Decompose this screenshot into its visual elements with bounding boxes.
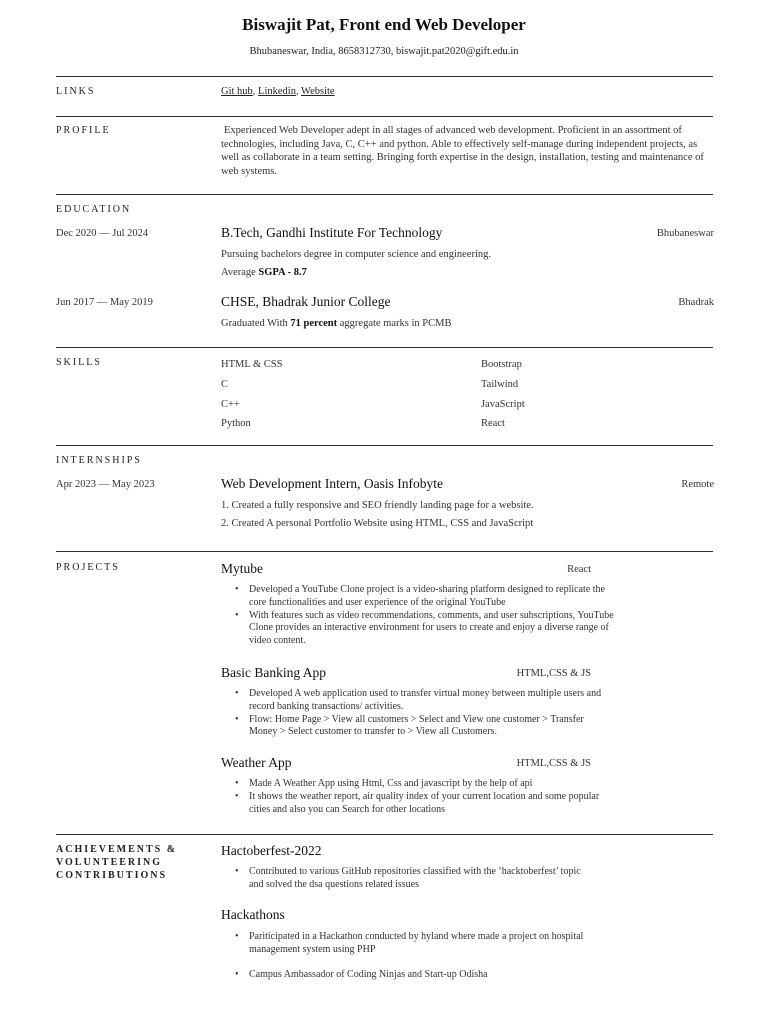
education-dates: Jun 2017 — May 2019 [56,297,153,308]
education-dates: Dec 2020 — Jul 2024 [56,228,149,239]
divider [56,194,713,195]
website-link[interactable]: Website [301,86,335,97]
bullet-item: • Campus Ambassador of Coding Ninjas and Start-up Odisha [249,969,614,982]
skills-left-column [221,355,282,434]
project-tech: HTML,CSS & JS [516,668,591,679]
section-label-achievements: ACHIEVEMENTS & VOLUNTEERING CONTRIBUTIONS [56,844,178,881]
section-label-profile: PROFILE [56,125,111,136]
resume-name: Biswajit Pat, Front end Web Developer [242,15,526,34]
section-label-skills: SKILLS [56,357,102,368]
profile-text: Experienced Web Developer adept in all stages of advanced web development. Proficient in an assortment of technologies, including Java, C, C++ and python. Able to effectively self-manage during independent projects, as well as collaborate in a team setting. Bringing forth expertise in the design, installation, testing and maintenance of web systems. [221,125,704,177]
link-separator: , [252,86,259,97]
bullet-item: • Contributed to various GitHub repositories classified with the ‘hacktoberfest’ topic and solved the dsa questions related issues [249,866,589,892]
section-label-internships: INTERNSHIPS [56,455,142,466]
project-title: Mytube [221,561,263,576]
project-bullets [221,688,614,739]
education-title: B.Tech, Gandhi Institute For Technology [221,225,443,240]
section-label-education: EDUCATION [56,204,132,215]
link-separator: , [295,86,302,97]
bullet-item: • Made A Weather App using Html, Css and javascript by the help of api [249,778,614,791]
divider [56,347,713,348]
divider [56,116,713,117]
bullet-item: • Flow: Home Page > View all customers > Select and View one customer > Transfer Money > Select customer to transfer to > View all Customers. [249,714,614,740]
bullet-item: • Developed a YouTube Clone project is a video-sharing platform designed to replicate the core functionalities and user experience of the original YouTube [249,584,614,610]
divider [56,834,713,835]
skill-item: C [221,378,229,390]
section-label-links: LINKS [56,86,96,97]
education-title: CHSE, Bhadrak Junior College [221,294,391,309]
skill-item: Bootstrap [481,359,522,370]
achievement-bullets [221,931,614,981]
internship-dates: Apr 2023 — May 2023 [56,479,155,490]
achievement-title: Hactoberfest-2022 [221,843,322,858]
internship-location: Remote [681,479,714,490]
divider [56,76,713,77]
achievement-title: Hackathons [221,907,285,922]
internship-title: Web Development Intern, Oasis Infobyte [221,476,443,491]
education-location: Bhubaneswar [656,228,714,239]
project-tech: React [567,564,591,575]
project-bullets [221,778,614,816]
internship-item: 1. Created a fully responsive and SEO friendly landing page for a website. [221,500,534,511]
bullet-item: • Pariticipated in a Hackathon conducted by hyland where made a project on hospital management system using PHP [249,931,614,957]
project-tech: HTML,CSS & JS [516,758,591,769]
bullet-item: • Developed A web application used to transfer virtual money between multiple users and record banking transactions/ activities. [249,688,614,714]
linkedin-link[interactable]: Linkedin [258,86,296,97]
achievement-bullets [221,866,589,892]
divider [56,551,713,552]
internship-item: 2. Created A personal Portfolio Website using HTML, CSS and JavaScript [221,518,534,529]
project-title: Weather App [221,755,292,770]
github-link[interactable]: Git hub [221,86,253,97]
education-detail: Graduated With 71 percent aggregate marks in PCMB [221,318,452,329]
skill-item: React [481,418,505,430]
skill-item: C++ [221,398,240,410]
skill-item: Python [221,418,251,430]
skill-item: HTML & CSS [221,359,283,370]
bullet-item: • With features such as video recommendations, comments, and user subscriptions, YouTube Clone provides an interactive environment for users to create and enjoy a diverse range of video content. [249,610,614,648]
education-gpa: Average SGPA - 8.7 [221,267,307,278]
contact-line: Bhubaneswar, India, 8658312730, biswajit.pat2020@gift.edu.in [249,46,519,57]
skill-item: Tailwind [481,378,519,390]
section-label-projects: PROJECTS [56,562,120,573]
education-detail: Pursuing bachelors degree in computer science and engineering. [221,249,491,260]
skills-right-column [481,355,525,434]
divider [56,445,713,446]
links-list [221,85,335,99]
skill-item: JavaScript [481,398,525,410]
project-title: Basic Banking App [221,665,326,680]
education-location: Bhadrak [678,297,714,308]
bullet-item: • It shows the weather report, air quality index of your current location and some popular cities and also you can Search for other locations [249,791,614,817]
project-bullets [221,584,614,648]
